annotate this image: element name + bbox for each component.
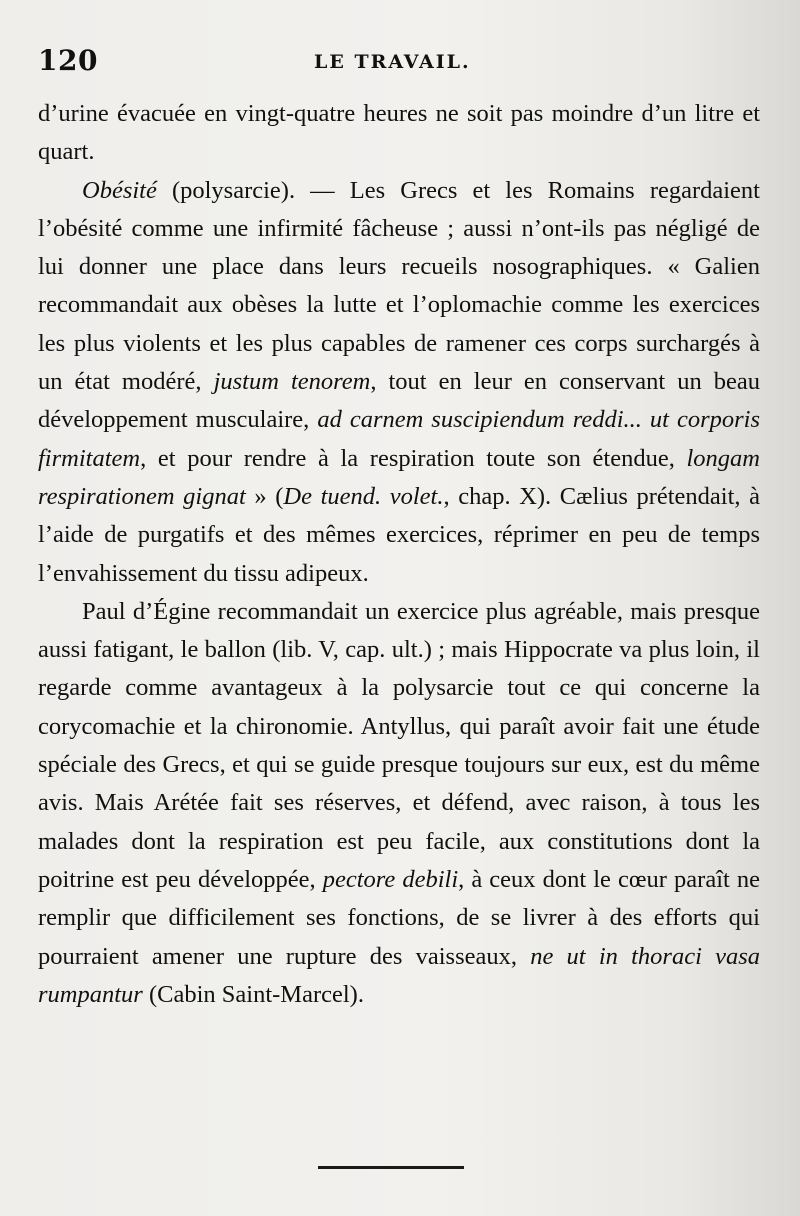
italic-phrase: Obésité xyxy=(82,176,157,204)
italic-phrase: ut corporis firmitatem xyxy=(38,406,761,472)
page-header xyxy=(38,44,760,84)
body-text xyxy=(38,95,760,1014)
page-number: 120 xyxy=(38,44,98,77)
italic-phrase: ad carnem suscipiendum reddi... xyxy=(317,406,642,434)
italic-phrase: ne ut in thoraci vasa xyxy=(530,942,760,970)
paragraph-paul-d-egine: Paul d’Égine recommandait un exercice plus agréable, mais presque aussi fatigant, le ballon (lib. V, cap. ult.) ; mais Hippocrate va plus loin, il regarde comme avantageux à la polysarcie tout ce qui concerne la corycomachie et la chironomie. Antyllus, qui paraît avoir fait une étude spéciale des Grecs, et qui se guide presque toujours sur eux, est du même avis. Mais Arétée fait ses réserves, et défend, avec raison, à tous les malades dont la respiration est peu facile, aux constitutions dont la poitrine est peu développée, pectore debili, à ceux dont le cœur paraît ne remplir que difficilement ses fonctions, de se livrer à des efforts qui pourraient amener une rupture des vaisseaux, ne ut in thoraci vasa rumpantur (Cabin Saint-Marcel). xyxy=(38,597,760,1008)
italic-phrase: De tuend. xyxy=(283,482,382,510)
paragraph-obesite: Obésité (polysarcie). — Les Grecs et les Romains regardaient l’obésité comme une infirmité fâcheuse ; aussi n’ont-ils pas négligé de lui donner une place dans leurs recueils nosographiques. « Galien recommandait aux obèses la lutte et l’oplomachie comme les exercices les plus violents et les plus capables de ramener ces corps surchargés à un état modéré, justum tenorem, tout en leur en conservant un beau développement musculaire, ad carnem suscipiendum reddi... ut corporis firmitatem, et pour rendre à la respiration toute son étendue, longam respirationem gignat » (De tuend. volet., chap. X). Cælius prétendait, à l’aide de purgatifs et des mêmes exercices, réprimer en peu de temps l’envahissement du tissu adipeux. xyxy=(38,176,761,587)
italic-phrase: volet. xyxy=(389,482,444,510)
italic-phrase: rumpantur xyxy=(38,980,143,1008)
end-rule xyxy=(318,1166,464,1169)
italic-phrase: pectore debili xyxy=(322,865,459,893)
italic-phrase: justum tenorem xyxy=(213,368,371,396)
running-title: LE TRAVAIL. xyxy=(314,51,471,73)
italic-phrase: longam respirationem gignat xyxy=(38,444,760,510)
paragraph-continuation: d’urine évacuée en vingt-quatre heures ne soit pas moindre d’un litre et quart. xyxy=(38,100,760,166)
